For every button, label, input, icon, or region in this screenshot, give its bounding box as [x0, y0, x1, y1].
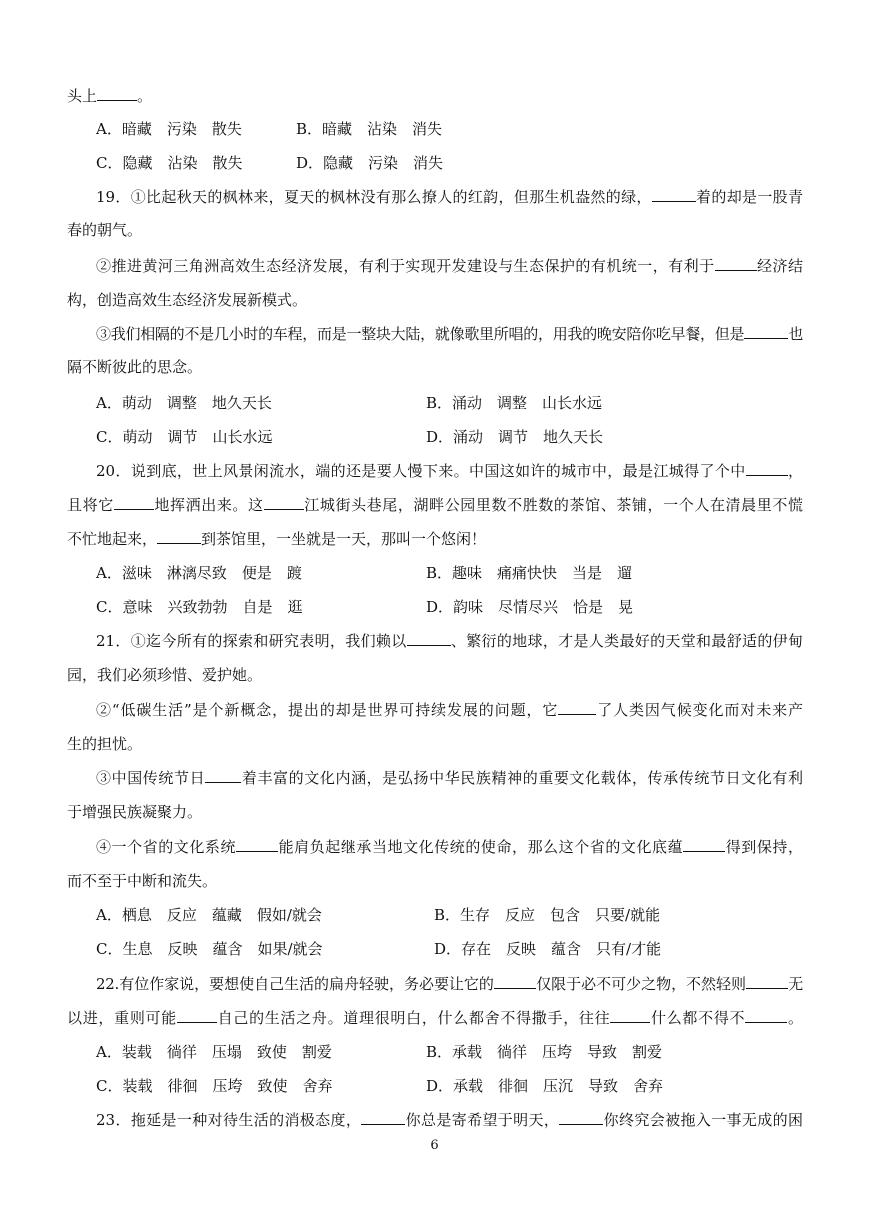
q19-text: 经济结	[756, 257, 803, 275]
q19-line-3	[96, 256, 803, 276]
q21-text: ②“低碳生活”是个新概念，提出的却是世界可持续发展的问题，它	[96, 701, 559, 719]
q21-text: ③中国传统节日	[96, 769, 206, 787]
answer-blank	[97, 86, 137, 101]
answer-blank	[683, 837, 725, 852]
answer-blank	[559, 1110, 603, 1125]
q22-text: 。	[787, 1009, 803, 1027]
q18-tail-line	[67, 86, 152, 106]
q22-text: 无	[788, 975, 803, 993]
q21-line-6: 于增强民族凝聚力。	[67, 803, 203, 821]
q20-text: ，	[787, 462, 803, 480]
q18-option-d: D．隐藏 污染 消失	[296, 154, 444, 172]
answer-blank	[177, 1008, 217, 1023]
q22-option-d: D．承载 徘徊 压沉 导致 舍弃	[426, 1077, 664, 1095]
q19-option-a: A．萌动 调整 地久天长	[96, 394, 272, 412]
q22-line-2	[67, 1008, 803, 1028]
q23-text: 你终究会被拖入一事无成的困	[603, 1111, 803, 1129]
answer-blank	[361, 1110, 405, 1125]
q20-option-b: B．趣味 痛痛快快 当是 遛	[426, 564, 633, 582]
page-number: 6	[430, 1138, 439, 1153]
answer-blank	[746, 974, 788, 989]
q21-line-7	[96, 837, 803, 857]
answer-blank	[236, 837, 278, 852]
q19-line-2: 春的朝气。	[67, 221, 143, 239]
answer-blank	[157, 529, 201, 544]
q19-text: ③我们相隔的不是几小时的车程，而是一整块大陆，就像歌里所唱的，用我的晚安陪你吃早餐，但是	[96, 325, 745, 343]
q23-line-1	[96, 1110, 803, 1130]
q19-option-d: D．涌动 调节 地久天长	[426, 428, 604, 446]
q20-line-1	[96, 461, 803, 481]
answer-blank	[746, 461, 788, 476]
q21-text: 、繁衍的地球，才是人类最好的天堂和最舒适的伊甸	[450, 632, 803, 650]
q18-tail-end: 。	[137, 87, 153, 105]
q21-line-3	[96, 700, 803, 720]
q21-line-1	[96, 631, 803, 651]
q22-text: 以进，重则可能	[67, 1009, 177, 1027]
q20-line-2	[67, 495, 803, 515]
q20-option-a: A．滋味 淋漓尽致 便是 踱	[96, 564, 302, 582]
q19-text: 也	[788, 325, 803, 343]
q19-line-5	[96, 324, 803, 344]
q18-tail-text: 头上	[67, 87, 98, 105]
answer-blank	[494, 974, 536, 989]
q20-line-3	[67, 529, 486, 549]
q19-text: 着的却是一股青	[695, 188, 803, 206]
q19-option-b: B．涌动 调整 山长水远	[426, 394, 603, 412]
q21-option-c: C．生息 反映 蕴含 如果/就会	[96, 940, 323, 958]
q19-line-6: 隔不断彼此的思念。	[67, 358, 203, 376]
q21-text: ④一个省的文化系统	[96, 838, 237, 856]
q22-line-1	[96, 974, 803, 994]
q20-text: 不忙地起来，	[67, 530, 158, 548]
q18-option-b: B．暗藏 沾染 消失	[296, 120, 443, 138]
answer-blank	[745, 1008, 787, 1023]
q22-text: 仅限于必不可少之物，不然轻则	[535, 975, 746, 993]
answer-blank	[558, 700, 596, 715]
q19-line-1	[96, 187, 803, 207]
q19-option-c: C．萌动 调节 山长水远	[96, 428, 273, 446]
q21-option-d: D．存在 反映 蕴含 只有/才能	[434, 940, 662, 958]
q20-text: 江城街头巷尾，湖畔公园里数不胜数的茶馆、茶铺，一个人在清晨里不慌	[303, 496, 803, 514]
q20-option-c: C．意味 兴致勃勃 自是 逛	[96, 598, 303, 616]
q18-option-a: A．暗藏 污染 散失	[96, 120, 242, 138]
answer-blank	[652, 187, 696, 202]
q21-text: 21．①迄今所有的探索和研究表明，我们赖以	[96, 632, 407, 650]
q21-text: 了人类因气候变化而对未来产	[596, 701, 803, 719]
q19-line-4: 构，创造高效生态经济发展新模式。	[67, 291, 308, 309]
q21-line-4: 生的担忧。	[67, 735, 143, 753]
q23-text: 你总是寄希望于明天，	[405, 1111, 560, 1129]
q21-text: 能肩负起继承当地文化传统的使命，那么这个省的文化底蕴	[278, 838, 684, 856]
answer-blank	[264, 495, 304, 510]
answer-blank	[205, 768, 241, 783]
q21-text: 得到保持，	[725, 838, 803, 856]
q21-line-8: 而不至于中断和流失。	[67, 872, 218, 890]
answer-blank	[407, 631, 451, 646]
q20-text: 地挥洒出来。这	[153, 496, 264, 514]
q21-option-b: B．生存 反应 包含 只要/就能	[434, 906, 661, 924]
q22-text: 22.有位作家说，要想使自己生活的扁舟轻驶，务必要让它的	[96, 975, 494, 993]
q19-text: 19．①比起秋天的枫林来，夏天的枫林没有那么撩人的红韵，但那生机盎然的绿，	[96, 188, 652, 206]
q22-option-c: C．装载 徘徊 压垮 致使 舍弃	[96, 1077, 333, 1095]
q20-text: 20．说到底，世上风景闲流水，端的还是要人慢下来。中国这如许的城市中，最是江城得了个中	[96, 462, 746, 480]
q23-text: 23．拖延是一种对待生活的消极态度，	[96, 1111, 362, 1129]
q22-option-b: B．承载 徜徉 压垮 导致 割爱	[426, 1043, 663, 1061]
answer-blank	[610, 1008, 650, 1023]
q22-option-a: A．装载 徜徉 压塌 致使 割爱	[96, 1043, 332, 1061]
q20-text: 到茶馆里，一坐就是一天，那叫一个悠闲！	[201, 530, 487, 548]
q21-option-a: A．栖息 反应 蕴藏 假如/就会	[96, 906, 322, 924]
answer-blank	[744, 324, 788, 339]
q20-option-d: D．韵味 尽情尽兴 恰是 晃	[426, 598, 634, 616]
q21-line-2: 园，我们必须珍惜、爱护她。	[67, 666, 263, 684]
q21-text: 着丰富的文化内涵，是弘扬中华民族精神的重要文化载体，传承传统节日文化有利	[241, 769, 803, 787]
q18-option-c: C．隐藏 沾染 散失	[96, 154, 243, 172]
answer-blank	[715, 256, 757, 271]
q21-line-5	[96, 768, 803, 788]
q19-text: ②推进黄河三角洲高效生态经济发展，有利于实现开发建设与生态保护的有机统一，有利于	[96, 257, 715, 275]
answer-blank	[114, 495, 154, 510]
q20-text: 且将它	[67, 496, 114, 514]
q22-text: 自己的生活之舟。道理很明白，什么都舍不得撒手，往往	[216, 1009, 611, 1027]
q22-text: 什么都不得不	[650, 1009, 746, 1027]
